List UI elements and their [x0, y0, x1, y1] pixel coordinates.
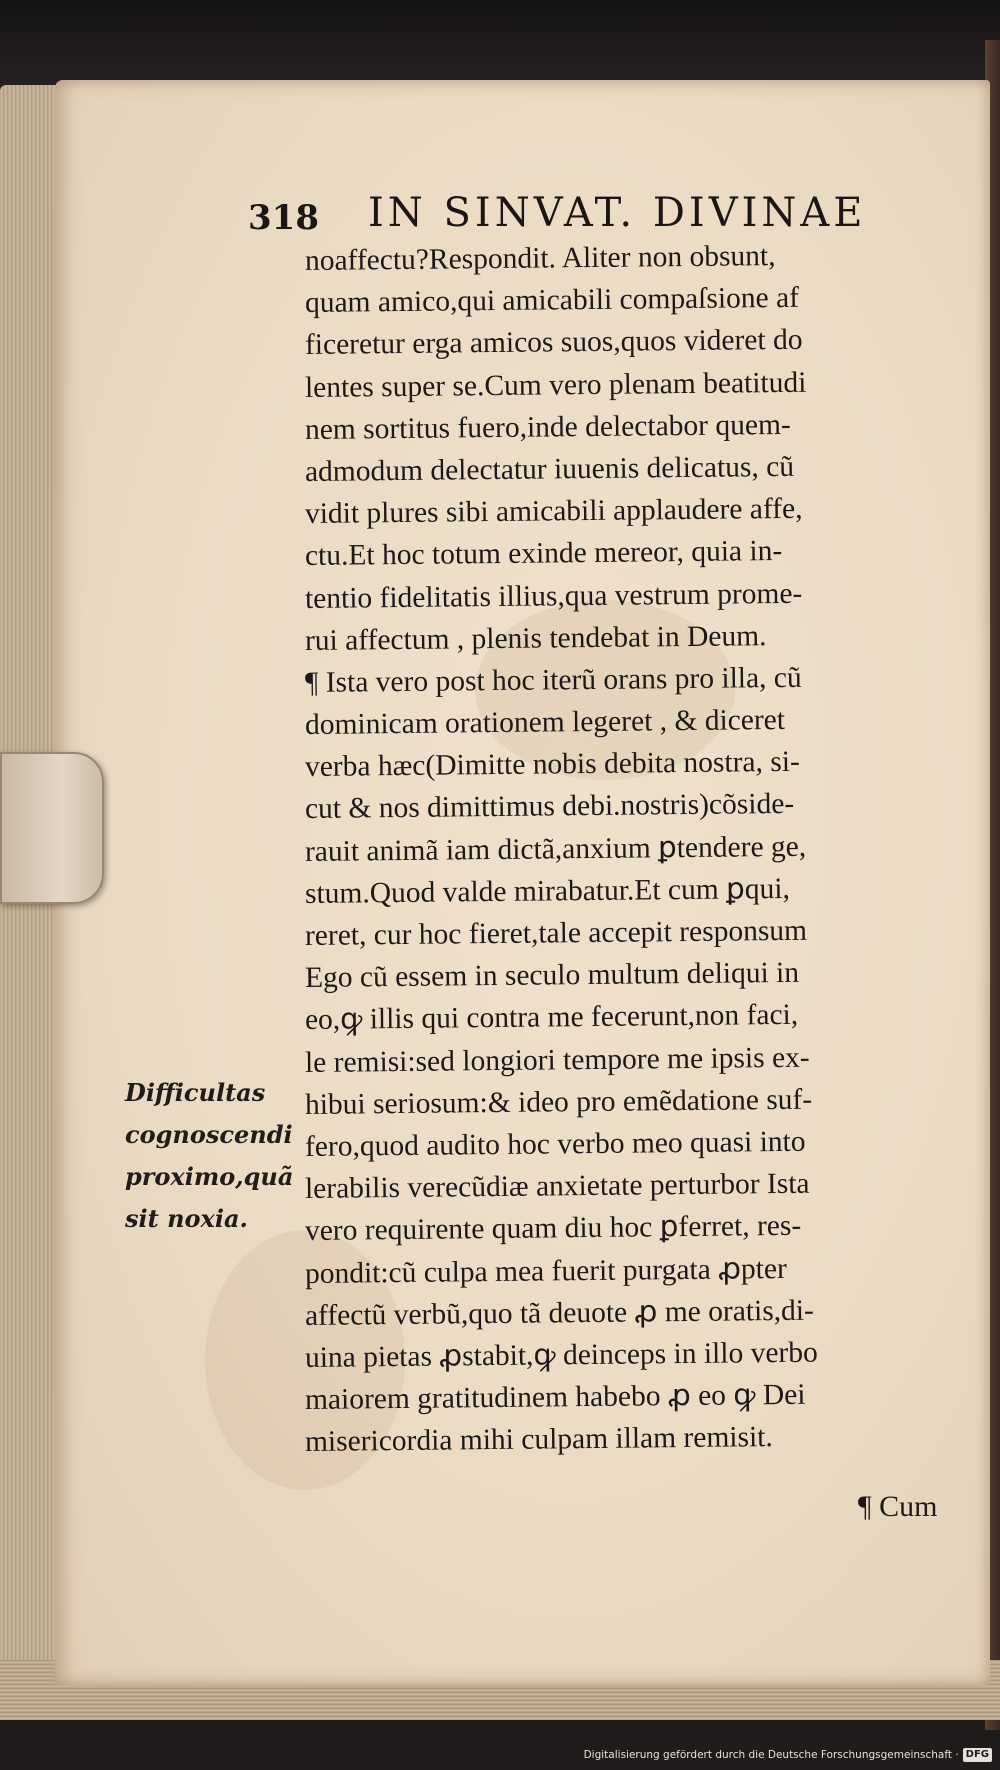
text-line: noaffectu?Respondit. Aliter non obsunt, [304, 240, 776, 277]
page-number: 318 [248, 198, 319, 238]
margin-note-line: proximo,quã [125, 1162, 294, 1191]
text-line: reret, cur hoc fieret,tale accepit responsum [304, 914, 808, 952]
text-line: vidit plures sibi amicabili applaudere affe, [304, 492, 803, 531]
text-line: ctu.Et hoc totum exinde mereor, quia in- [304, 535, 783, 573]
text-line: tentio fidelitatis illius,qua vestrum prome- [304, 577, 803, 615]
margin-note-line: Difficultas [125, 1078, 266, 1107]
text-line: affectũ verbũ,quo tã deuote ꝓ me oratis,di- [304, 1294, 815, 1332]
text-line: quam amico,qui amicabili compaſsione af [304, 282, 800, 320]
margin-note-line: sit noxia. [125, 1204, 248, 1233]
catchword: ¶ Cum [858, 1490, 938, 1523]
running-head: IN SINVAT. DIVINAE [368, 190, 867, 236]
text-line: uina pietas ꝓstabit,ꝙ deinceps in illo verbo [304, 1336, 818, 1374]
text-line: ¶ Ista vero post hoc iterũ orans pro illa, cũ [304, 661, 802, 699]
credit-text: Digitalisierung gefördert durch die Deutsche Forschungsgemeinschaft · [583, 1749, 959, 1761]
text-line: nem sortitus fuero,inde delectabor quem- [304, 408, 791, 446]
digitization-credit [584, 1748, 992, 1762]
text-line: rui affectum , plenis tendebat in Deum. [304, 619, 767, 657]
text-line: pondit:cũ culpa mea fuerit purgata ꝓpter [304, 1252, 787, 1290]
text-line: stum.Quod valde mirabatur.Et cum ꝑqui, [304, 872, 791, 910]
text-line: verba hæc(Dimitte nobis debita nostra, si- [304, 746, 800, 784]
text-line: fero,quod audito hoc verbo meo quasi into [304, 1125, 806, 1163]
text-line: cut & nos dimittimus debi.nostris)cõside- [304, 788, 795, 826]
text-line: ficeretur erga amicos suos,quos videret do [304, 324, 803, 362]
main-text [305, 240, 995, 1463]
book-clasp [0, 752, 104, 904]
text-line: rauit animã iam dictã,anxium ꝑtendere ge, [304, 830, 807, 868]
text-line: vero requirente quam diu hoc ꝑferret, res- [304, 1210, 802, 1248]
text-line: dominicam orationem legeret , & diceret [304, 704, 786, 742]
text-line: hibui seriosum:& ideo pro emẽdatione suf- [304, 1083, 813, 1121]
margin-note-line: cognoscendi [125, 1120, 293, 1149]
dfg-logo: DFG [963, 1748, 992, 1762]
text-line: lerabilis verecũdiæ anxietate perturbor Ista [304, 1167, 810, 1206]
text-line: maiorem gratitudinem habebo ꝓ eo ꝙ Dei [304, 1378, 806, 1417]
text-line: admodum delectatur iuuenis delicatus, cũ [304, 450, 795, 488]
text-line: eo,ꝙ illis qui contra me fecerunt,non faci, [304, 999, 799, 1037]
text-line: misericordia mihi culpam illam remisit. [304, 1421, 773, 1459]
text-line: le remisi:sed longiori tempore me ipsis ex- [304, 1041, 810, 1079]
text-line: Ego cũ essem in seculo multum deliqui in [304, 957, 800, 995]
marginal-note [125, 1072, 305, 1240]
text-line: lentes super se.Cum vero plenam beatitudi [304, 366, 807, 404]
